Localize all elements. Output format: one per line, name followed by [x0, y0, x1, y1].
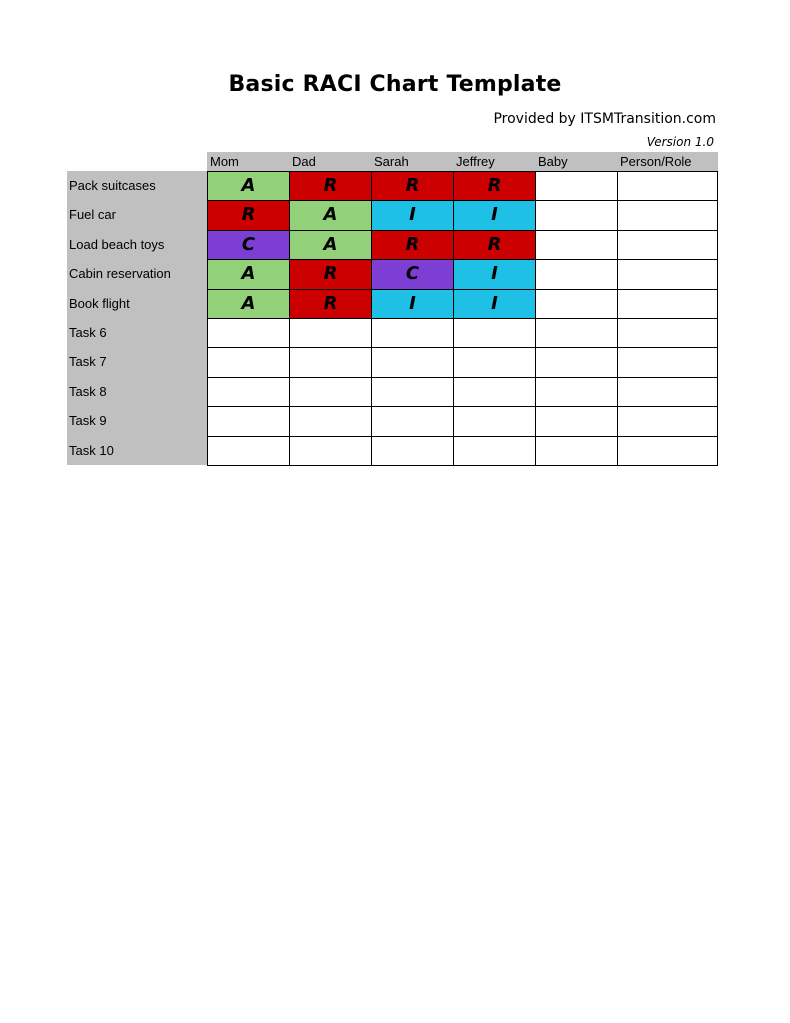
raci-cell[interactable] — [289, 406, 372, 437]
task-label: Task 10 — [69, 443, 114, 458]
raci-cell[interactable] — [535, 347, 618, 378]
raci-cell[interactable] — [371, 318, 454, 348]
raci-cell[interactable] — [535, 171, 618, 201]
task-label: Task 9 — [69, 413, 107, 428]
raci-cell[interactable]: I — [371, 289, 454, 319]
version-text: Version 1.0 — [646, 135, 714, 149]
column-header-person-role: Person/Role — [620, 154, 692, 169]
raci-cell[interactable] — [617, 406, 718, 437]
raci-cell[interactable]: A — [289, 200, 372, 231]
column-header-mom: Mom — [210, 154, 239, 169]
raci-cell[interactable] — [535, 436, 618, 466]
raci-cell[interactable]: A — [207, 289, 290, 319]
raci-cell[interactable] — [535, 200, 618, 231]
task-label: Task 8 — [69, 384, 107, 399]
raci-cell[interactable]: A — [289, 230, 372, 260]
raci-cell[interactable] — [207, 436, 290, 466]
raci-cell[interactable] — [289, 347, 372, 378]
raci-cell[interactable]: R — [453, 230, 536, 260]
raci-cell[interactable] — [453, 318, 536, 348]
raci-cell[interactable] — [617, 200, 718, 231]
column-header-row — [207, 152, 718, 171]
raci-cell[interactable] — [617, 318, 718, 348]
raci-cell[interactable] — [371, 347, 454, 378]
raci-cell[interactable] — [617, 436, 718, 466]
raci-cell[interactable]: A — [207, 259, 290, 290]
task-label: Pack suitcases — [69, 178, 156, 193]
column-header-baby: Baby — [538, 154, 568, 169]
raci-cell[interactable] — [617, 377, 718, 407]
raci-cell[interactable] — [289, 377, 372, 407]
raci-cell[interactable]: R — [207, 200, 290, 231]
task-label: Task 6 — [69, 325, 107, 340]
raci-cell[interactable] — [453, 436, 536, 466]
raci-cell[interactable] — [617, 259, 718, 290]
raci-cell[interactable]: R — [371, 171, 454, 201]
raci-cell[interactable]: I — [453, 200, 536, 231]
provided-by-text: Provided by ITSMTransition.com — [493, 111, 716, 127]
raci-cell[interactable] — [453, 347, 536, 378]
raci-cell[interactable] — [207, 318, 290, 348]
column-header-sarah: Sarah — [374, 154, 409, 169]
raci-cell[interactable]: R — [453, 171, 536, 201]
column-header-dad: Dad — [292, 154, 316, 169]
raci-cell[interactable] — [453, 377, 536, 407]
raci-cell[interactable] — [535, 377, 618, 407]
raci-cell[interactable] — [371, 436, 454, 466]
raci-cell[interactable] — [289, 318, 372, 348]
raci-cell[interactable] — [617, 347, 718, 378]
raci-cell[interactable]: I — [453, 259, 536, 290]
raci-cell[interactable] — [535, 230, 618, 260]
raci-cell[interactable] — [535, 259, 618, 290]
task-label: Cabin reservation — [69, 266, 171, 281]
column-header-jeffrey: Jeffrey — [456, 154, 495, 169]
raci-cell[interactable] — [207, 406, 290, 437]
raci-cell[interactable]: I — [453, 289, 536, 319]
raci-cell[interactable]: C — [207, 230, 290, 260]
raci-cell[interactable]: C — [371, 259, 454, 290]
raci-cell[interactable]: R — [371, 230, 454, 260]
raci-cell[interactable]: R — [289, 259, 372, 290]
raci-cell[interactable] — [371, 377, 454, 407]
raci-cell[interactable]: I — [371, 200, 454, 231]
page-title: Basic RACI Chart Template — [228, 72, 562, 97]
task-label-column — [67, 171, 207, 465]
raci-cell[interactable] — [535, 318, 618, 348]
raci-cell[interactable] — [617, 289, 718, 319]
raci-cell[interactable] — [453, 406, 536, 437]
raci-cell[interactable]: R — [289, 171, 372, 201]
raci-cell[interactable] — [535, 406, 618, 437]
raci-cell[interactable]: R — [289, 289, 372, 319]
raci-cell[interactable] — [289, 436, 372, 466]
task-label: Load beach toys — [69, 237, 165, 252]
raci-cell[interactable] — [617, 230, 718, 260]
task-label: Book flight — [69, 296, 130, 311]
task-label: Fuel car — [69, 207, 116, 222]
raci-cell[interactable] — [617, 171, 718, 201]
raci-cell[interactable] — [207, 347, 290, 378]
raci-cell[interactable] — [371, 406, 454, 437]
task-label: Task 7 — [69, 354, 107, 369]
raci-cell[interactable] — [535, 289, 618, 319]
raci-cell[interactable]: A — [207, 171, 290, 201]
raci-cells — [207, 171, 718, 465]
raci-cell[interactable] — [207, 377, 290, 407]
